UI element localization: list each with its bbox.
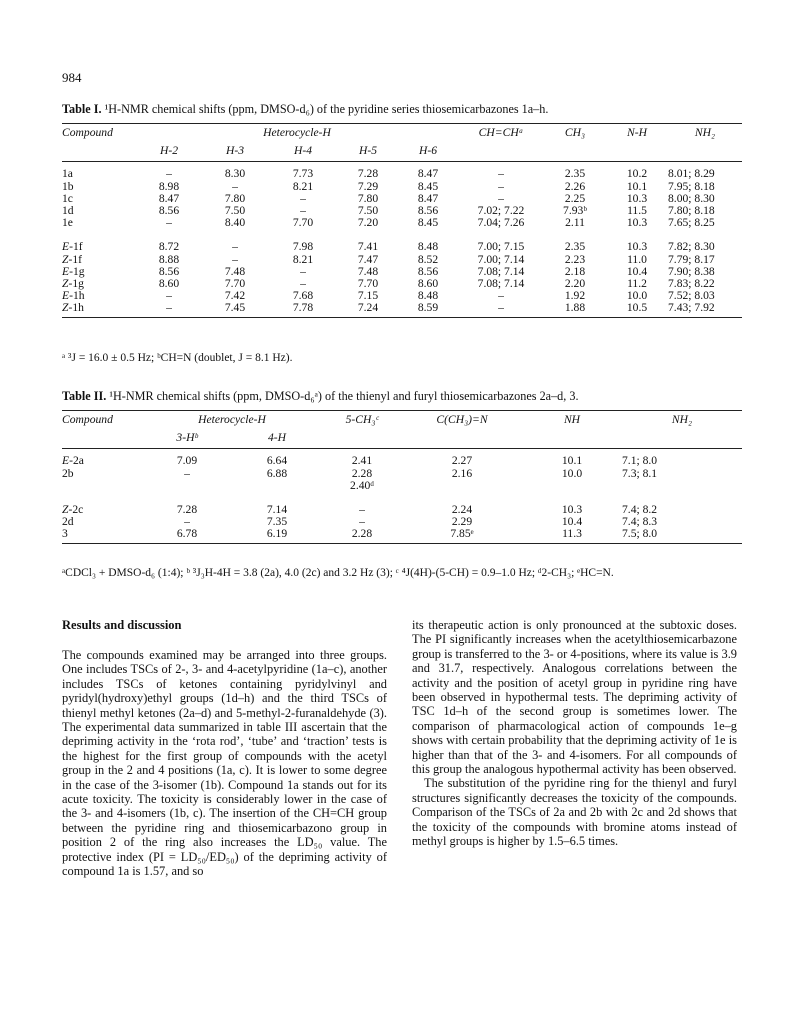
table-cell: 8.56 [417,204,439,218]
table1-header-heterocycle: Heterocycle-H [136,124,458,142]
table-cell: 2.35 [564,167,586,181]
table-cell: – [184,515,190,529]
isomer-prefix: E- [62,454,73,468]
table1-header-nh: N-H [606,124,668,142]
compound-cell [62,516,142,528]
table-cell: – [232,252,238,266]
left-column [62,648,387,879]
table2-header-cch3: C(CH₃)=N [402,411,522,429]
table-cell: 2.11 [565,216,585,230]
table-cell: – [300,277,306,291]
table-cell: 6.78 [142,528,232,543]
table2 [62,410,742,544]
table-cell: 7.83; 8.22 [668,277,715,291]
table-cell: 8.72 [158,240,180,254]
table-cell: 7.15 [357,289,379,303]
table-cell: 10.1 [626,179,648,193]
table1 [62,123,742,318]
table-row [62,162,742,181]
table-cell: 1.88 [544,302,606,317]
table1-header-ch3: CH₃ [544,124,606,142]
isomer-prefix: E- [62,289,73,303]
compound-id: 2a [72,454,84,468]
table2-header-ch3: 5-CH₃ᶜ [322,411,402,429]
table-cell [522,480,622,492]
table-cell: 2.28 [351,466,373,480]
table-cell: 8.30 [224,167,246,181]
table-cell: 7.1; 8.0 [622,454,658,468]
table1-header-ch-ch: CH=CHᵃ [458,124,544,142]
table-cell: 8.56 [158,264,180,278]
table1-subheader: H-5 [338,141,398,162]
table-cell: 7.85ᵉ [402,528,522,543]
table-cell: 2.35 [564,240,586,254]
table-cell: 8.98 [158,179,180,193]
table-cell [232,480,322,492]
table-cell: 11.0 [627,252,647,266]
table-cell: 10.4 [561,515,583,529]
compound-cell [62,302,136,317]
table-cell: – [300,264,306,278]
compound-id: 1g [72,264,85,278]
table-cell: 8.56 [158,204,180,218]
table-cell: 7.79; 8.17 [668,252,715,266]
table-cell: 2.28 [322,528,402,543]
table-cell: 7.04; 7.26 [477,216,525,230]
table-cell: 8.45 [417,179,439,193]
table-cell: 2.18 [564,264,586,278]
table-cell: 7.52; 8.03 [668,289,715,303]
table1-caption-text: ¹H-NMR chemical shifts (ppm, DMSO-d₆) of the pyridine series thiosemicarbazones 1a–h. [104,102,549,116]
table-cell: 11.2 [627,277,647,291]
table-cell: 8.45 [417,216,439,230]
table-cell: – [359,515,365,529]
table-cell: 7.09 [176,454,198,468]
table-cell: 8.56 [417,264,439,278]
table2-caption [62,389,579,404]
compound-id: 3 [62,527,68,541]
table-cell: 2.20 [564,277,586,291]
table-cell: 7.73 [292,167,314,181]
table-cell: 7.5; 8.0 [622,528,742,543]
table-cell: 8.40 [224,216,246,230]
table-cell: 7.00; 7.14 [477,252,525,266]
table-cell: 8.60 [417,277,439,291]
table-cell: 7.24 [338,302,398,317]
table-cell: 7.70 [357,277,379,291]
table-cell: – [184,466,190,480]
table-cell: 10.5 [606,302,668,317]
table-cell: 8.01; 8.29 [668,167,715,181]
table-cell: 10.3 [626,191,648,205]
table-cell: 8.47 [158,191,180,205]
isomer-prefix: Z- [62,252,73,266]
paragraph: its therapeutic action is only pronounced at the subtoxic doses. The PI significantly increases when the acetylthiosemicarbazone group is transferred to the 3- or 4-positions, where its value is 3.9 and 31.7, respectively. Analogous correlations between the activity and the position of acetyl group in pyridine ring have been observed in hypothermal tests. The depriming activity of TSC 1d–h of the second group is sometimes lower. The comparison of pharmacological action of compounds 1e–g shows with certain probability that the depriming activity of 1e is higher than that of the 3- and 4-isomers. For all compounds of this group the analogous hypothermal activity has been observed. [412,618,737,777]
table-cell: 6.88 [266,466,288,480]
right-column [412,618,737,849]
compound-cell [62,468,142,480]
table1-subheader: H-3 [202,141,268,162]
isomer-prefix: Z- [62,277,73,291]
table1-caption-label: Table I. [62,102,102,116]
table-cell: 7.00; 7.15 [477,240,525,254]
table-cell: 7.93ᵇ [563,204,587,218]
table-cell: 7.50 [357,204,379,218]
table-cell: 2.27 [451,454,473,468]
table-cell: 6.19 [232,528,322,543]
table-cell: 10.3 [561,503,583,517]
table1-subheader: H-2 [136,141,202,162]
section-heading: Results and discussion [62,618,182,632]
table-cell: – [498,191,504,205]
table-cell: 8.21 [292,252,314,266]
table-cell: 7.80 [357,191,379,205]
table-cell: 7.45 [202,302,268,317]
table-cell: – [166,289,172,303]
table-cell: 7.65; 8.25 [668,216,715,230]
table-cell: 2.25 [564,191,586,205]
table-cell: 7.29 [357,179,379,193]
table-cell: 10.3 [626,216,648,230]
table-cell: 2.40ᵈ [350,478,374,492]
table-cell [142,480,232,492]
table-cell: 8.00; 8.30 [668,191,715,205]
table-cell: 7.80 [224,191,246,205]
table-cell: – [498,167,504,181]
table-cell: 7.28 [176,503,198,517]
table-row [62,449,742,468]
table-cell: 7.90; 8.38 [668,264,715,278]
table2-footnote: ᵃCDCl₃ + DMSO-d₆ (1:4); ᵇ ³J₃H-4H = 3.8 (2a), 4.0 (2c) and 3.2 Hz (3); ᶜ ⁴J(4H)-(5-CH) = 0.9–1.0 Hz; ᵈ2-CH₃; ᵉHC=N. [62,567,614,579]
table-cell: 7.08; 7.14 [477,264,525,278]
compound-cell: 1d [62,204,74,218]
paragraph: The compounds examined may be arranged into three groups. One includes TSCs of 2-, 3- and 4-acetylpyridine (1a–c), another includes TSCs of ketones containing pyridylvinyl and pyridyl(hydroxy)ethyl groups (1d–h) and the third TSCs of thienyl methyl ketones (2a–d) and 5-methyl-2-furanaldehyde (3). The experimental data summarized in table III ascertain that the depriming activity in the ‘rota rod’, ‘tube’ and ‘traction’ tests is the highest for the first group of compounds with the acetyl group in the 2 and 4 positions (1a, c). It is lower to some degree in the case of the 3-isomer (1b). Compound 1a stands out for its acute toxicity. The toxicity is considerably lower in the case of the 3- and 4-isomers (1b, c). The insertion of the CH=CH group between the pyridine ring and thiosemicarbazono group in position 2 of the ring also increases the LD₅₀ value. The protective index (PI = LD₅₀/ED₅₀) of the depriming activity of compound 1a is 1.57, and so [62,648,387,879]
table-cell: – [498,179,504,193]
table-cell: 2.29 [451,515,473,529]
table2-header-compound: Compound [62,411,142,429]
table-cell: – [232,179,238,193]
table1-subheader: H-4 [268,141,338,162]
table-cell: 10.2 [626,167,648,181]
table-cell: 10.0 [626,289,648,303]
compound-id: 1g [72,277,84,291]
table-cell: 7.70 [224,277,246,291]
compound-cell [62,528,142,543]
compound-cell [62,449,142,468]
table-cell: – [300,191,306,205]
table-cell: 7.08; 7.14 [477,277,525,291]
table-cell: 7.02; 7.22 [477,204,525,218]
table-cell: 10.1 [561,454,583,468]
table2-header-nh2: NH₂ [622,411,742,429]
table-cell: 8.48 [417,289,439,303]
table-row [62,181,742,193]
table-cell: – [232,240,238,254]
table-cell: 8.48 [417,240,439,254]
table-cell: 7.47 [357,252,379,266]
compound-cell: 1a [62,167,73,181]
table-cell: 8.88 [158,252,180,266]
compound-id: 1h [72,301,84,315]
table-cell: 7.43; 7.92 [668,302,742,317]
compound-id: 1f [72,240,83,254]
table1-caption [62,102,548,117]
table-row [62,480,742,492]
table-row [62,528,742,543]
compound-id: 1h [72,289,85,303]
isomer-prefix: E- [62,240,73,254]
table2-subheader: 4-H [232,428,322,449]
compound-id: 2d [62,515,74,529]
table-cell [622,480,742,492]
table-cell: 2.41 [351,454,373,468]
table-cell: 8.47 [417,191,439,205]
table-cell: 10.3 [626,240,648,254]
table2-caption-text: ¹H-NMR chemical shifts (ppm, DMSO-d₆ᵃ) of the thienyl and furyl thiosemicarbazones 2a–d, 3. [109,389,579,403]
table2-caption-label: Table II. [62,389,107,403]
table-cell: 8.60 [158,277,180,291]
isomer-prefix: Z- [62,503,73,517]
isomer-prefix: E- [62,264,73,278]
table1-subheader: H-6 [398,141,458,162]
table2-header-heterocycle: Heterocycle-H [142,411,322,429]
paragraph: The substitution of the pyridine ring for the thienyl and furyl structures significantly decreases the toxicity of the compounds. Comparison of the TSCs of 2a and 2b with 2c and 2d shows that the toxicity of the compounds with bromine atoms instead of methyl groups is higher by 1.5–6.5 times. [412,776,737,849]
compound-cell [62,492,142,516]
compound-id: 2b [62,466,74,480]
table-cell: – [498,289,504,303]
table2-subheader: 3-Hᵇ [142,428,232,449]
table-cell: 2.24 [451,503,473,517]
table-cell: 8.21 [292,179,314,193]
table-cell: 2.23 [564,252,586,266]
page-number: 984 [62,70,82,85]
table-cell: 7.35 [266,515,288,529]
table-cell: – [136,302,202,317]
table-cell: 7.68 [292,289,314,303]
table-cell: 7.95; 8.18 [668,179,715,193]
table-cell: – [458,302,544,317]
table-row [62,468,742,480]
isomer-prefix: Z- [62,301,73,315]
table2-header-nh: NH [522,411,622,429]
table-cell: 2.16 [451,466,473,480]
table-cell: – [166,167,172,181]
table-cell: 7.70 [292,216,314,230]
table-cell: 7.48 [357,264,379,278]
table-cell: 7.14 [266,503,288,517]
table-cell: 7.78 [268,302,338,317]
table-cell: 7.4; 8.2 [622,503,658,517]
table-cell: 8.52 [417,252,439,266]
table-row [62,217,742,229]
table-cell: 7.42 [224,289,246,303]
table-cell: 7.3; 8.1 [622,466,658,480]
table-cell: 8.59 [398,302,458,317]
table-row [62,302,742,317]
table-cell: 6.64 [266,454,288,468]
table-cell: – [300,204,306,218]
compound-cell: 1c [62,191,73,205]
table-cell: 10.0 [561,466,583,480]
compound-cell: 1e [62,216,73,230]
table-cell: 1.92 [564,289,586,303]
compound-cell: 1b [62,179,74,193]
table-cell: 7.4; 8.3 [622,515,658,529]
table1-header-nh2: NH₂ [668,124,742,142]
table-cell: 7.28 [357,167,379,181]
table-cell: 7.48 [224,264,246,278]
table-cell: 8.47 [417,167,439,181]
compound-id: 1f [72,252,82,266]
table-cell: 11.3 [522,528,622,543]
table-cell: 2.26 [564,179,586,193]
table-cell: 7.20 [357,216,379,230]
table-cell: 7.98 [292,240,314,254]
compound-id: 2c [72,503,84,517]
table-cell: 7.80; 8.18 [668,204,715,218]
compound-cell [62,480,142,492]
table-cell: 7.50 [224,204,246,218]
table-cell: 11.5 [627,204,647,218]
table-cell: 7.82; 8.30 [668,240,715,254]
table-cell: – [359,503,365,517]
table-row [62,254,742,266]
table-cell: 7.41 [357,240,379,254]
table1-header-compound: Compound [62,124,136,142]
table-cell: 10.4 [626,264,648,278]
table-cell [402,480,522,492]
table-cell: – [166,216,172,230]
table-row [62,492,742,516]
compound-cell [62,229,136,253]
table1-footnote: ᵃ ³J = 16.0 ± 0.5 Hz; ᵇCH=N (doublet, J = 8.1 Hz). [62,352,293,364]
table-row [62,229,742,253]
